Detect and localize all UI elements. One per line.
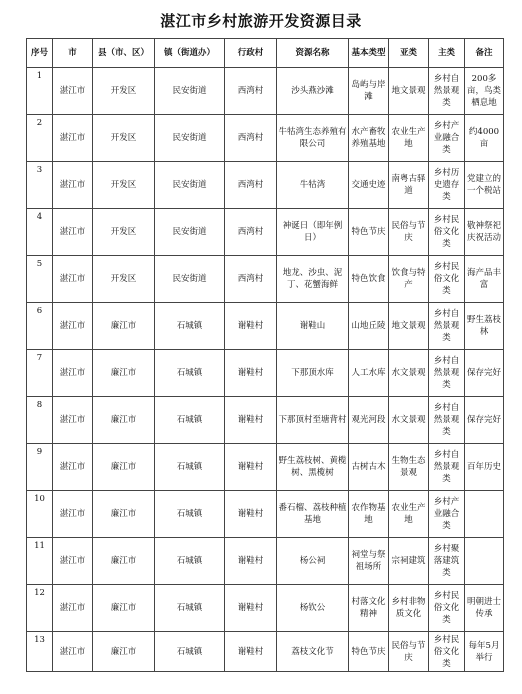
cell-basic-type: 古树古木: [349, 444, 389, 491]
header-cell: 主类: [429, 39, 465, 68]
cell-town: 民安街道: [155, 209, 225, 256]
cell-city: 湛江市: [53, 491, 93, 538]
cell-county: 开发区: [93, 115, 155, 162]
cell-city: 湛江市: [53, 209, 93, 256]
table-row: [27, 209, 504, 256]
cell-city: 湛江市: [53, 115, 93, 162]
cell-remark: 海产品丰富: [465, 256, 504, 303]
table-row: [27, 397, 504, 444]
cell-basic-type: 农作物基地: [349, 491, 389, 538]
cell-city: 湛江市: [53, 444, 93, 491]
cell-town: 民安街道: [155, 115, 225, 162]
cell-main-type: 乡村产业融合类: [429, 491, 465, 538]
cell-village: 谢鞋村: [225, 444, 277, 491]
cell-basic-type: 水产畜牧养殖基地: [349, 115, 389, 162]
cell-subtype: 水文景观: [389, 397, 429, 444]
cell-resource-name: 荔枝文化节: [277, 632, 349, 672]
cell-town: 石城镇: [155, 350, 225, 397]
table-row: [27, 350, 504, 397]
header-cell: 资源名称: [277, 39, 349, 68]
cell-village: 谢鞋村: [225, 397, 277, 444]
table-row: [27, 303, 504, 350]
header-cell: 备注: [465, 39, 504, 68]
cell-village: 谢鞋村: [225, 303, 277, 350]
cell-county: 廉江市: [93, 491, 155, 538]
cell-resource-name: 谢鞋山: [277, 303, 349, 350]
cell-basic-type: 山地丘陵: [349, 303, 389, 350]
cell-county: 开发区: [93, 209, 155, 256]
cell-resource-name: 下那顶村至塘背村: [277, 397, 349, 444]
cell-remark: [465, 491, 504, 538]
cell-seq: 11: [27, 538, 53, 585]
table-row: [27, 538, 504, 585]
cell-main-type: 乡村自然景观类: [429, 68, 465, 115]
cell-town: 石城镇: [155, 632, 225, 672]
cell-seq: 10: [27, 491, 53, 538]
cell-seq: 8: [27, 397, 53, 444]
cell-seq: 1: [27, 68, 53, 115]
header-cell: 亚类: [389, 39, 429, 68]
cell-main-type: 乡村民俗文化类: [429, 632, 465, 672]
table-row: [27, 256, 504, 303]
cell-remark: 保存完好: [465, 350, 504, 397]
cell-basic-type: 特色节庆: [349, 632, 389, 672]
cell-town: 石城镇: [155, 585, 225, 632]
header-cell: 行政村: [225, 39, 277, 68]
table-row: [27, 68, 504, 115]
header-cell: 基本类型: [349, 39, 389, 68]
cell-county: 廉江市: [93, 632, 155, 672]
cell-town: 石城镇: [155, 303, 225, 350]
cell-remark: 约4000亩: [465, 115, 504, 162]
cell-seq: 5: [27, 256, 53, 303]
cell-village: 西湾村: [225, 209, 277, 256]
cell-subtype: 南粤古驿道: [389, 162, 429, 209]
cell-town: 石城镇: [155, 397, 225, 444]
cell-subtype: 地文景观: [389, 68, 429, 115]
table-row: [27, 162, 504, 209]
cell-resource-name: 地龙、沙虫、泥丁、花蟹海鲜: [277, 256, 349, 303]
cell-seq: 9: [27, 444, 53, 491]
cell-city: 湛江市: [53, 162, 93, 209]
cell-town: 石城镇: [155, 444, 225, 491]
cell-remark: 百年历史: [465, 444, 504, 491]
cell-main-type: 乡村产业融合类: [429, 115, 465, 162]
cell-subtype: 水文景观: [389, 350, 429, 397]
cell-town: 民安街道: [155, 162, 225, 209]
cell-basic-type: 岛屿与岸滩: [349, 68, 389, 115]
cell-village: 西湾村: [225, 256, 277, 303]
cell-resource-name: 牛牯湾: [277, 162, 349, 209]
cell-basic-type: 特色节庆: [349, 209, 389, 256]
cell-city: 湛江市: [53, 632, 93, 672]
cell-subtype: 宗祠建筑: [389, 538, 429, 585]
table-row: [27, 585, 504, 632]
page-title: 湛江市乡村旅游开发资源目录: [160, 12, 362, 30]
cell-main-type: 乡村历史遗存类: [429, 162, 465, 209]
cell-main-type: 乡村自然景观类: [429, 303, 465, 350]
table-row: [27, 444, 504, 491]
cell-basic-type: 祠堂与祭祖场所: [349, 538, 389, 585]
cell-resource-name: 杨钦公: [277, 585, 349, 632]
cell-town: 民安街道: [155, 256, 225, 303]
cell-seq: 6: [27, 303, 53, 350]
cell-county: 开发区: [93, 256, 155, 303]
cell-basic-type: 观光河段: [349, 397, 389, 444]
cell-main-type: 乡村民俗文化类: [429, 585, 465, 632]
cell-main-type: 乡村自然景观类: [429, 444, 465, 491]
table-body: [27, 68, 504, 672]
cell-town: 民安街道: [155, 68, 225, 115]
cell-village: 西湾村: [225, 115, 277, 162]
cell-basic-type: 交通史迹: [349, 162, 389, 209]
cell-city: 湛江市: [53, 538, 93, 585]
header-cell: 市: [53, 39, 93, 68]
cell-main-type: 乡村自然景观类: [429, 397, 465, 444]
cell-city: 湛江市: [53, 303, 93, 350]
cell-subtype: 乡村非物质文化: [389, 585, 429, 632]
cell-remark: 党建立的一个税站: [465, 162, 504, 209]
cell-village: 谢鞋村: [225, 350, 277, 397]
cell-remark: 200多亩，鸟类栖息地: [465, 68, 504, 115]
cell-county: 廉江市: [93, 538, 155, 585]
cell-resource-name: 神诞日（即年例日）: [277, 209, 349, 256]
cell-subtype: 饮食与特产: [389, 256, 429, 303]
cell-county: 开发区: [93, 68, 155, 115]
cell-county: 廉江市: [93, 444, 155, 491]
cell-main-type: 乡村民俗文化类: [429, 209, 465, 256]
cell-city: 湛江市: [53, 585, 93, 632]
cell-subtype: 民俗与节庆: [389, 632, 429, 672]
cell-seq: 7: [27, 350, 53, 397]
cell-main-type: 乡村自然景观类: [429, 350, 465, 397]
cell-subtype: 农业生产地: [389, 115, 429, 162]
cell-basic-type: 人工水库: [349, 350, 389, 397]
cell-seq: 2: [27, 115, 53, 162]
cell-subtype: 民俗与节庆: [389, 209, 429, 256]
cell-remark: [465, 538, 504, 585]
cell-county: 廉江市: [93, 350, 155, 397]
header-cell: 县（市、区）: [93, 39, 155, 68]
cell-remark: 保存完好: [465, 397, 504, 444]
cell-county: 廉江市: [93, 585, 155, 632]
cell-resource-name: 沙头燕沙滩: [277, 68, 349, 115]
cell-city: 湛江市: [53, 350, 93, 397]
cell-basic-type: 特色饮食: [349, 256, 389, 303]
cell-county: 开发区: [93, 162, 155, 209]
cell-seq: 4: [27, 209, 53, 256]
cell-seq: 3: [27, 162, 53, 209]
cell-subtype: 地文景观: [389, 303, 429, 350]
cell-city: 湛江市: [53, 256, 93, 303]
cell-main-type: 乡村聚落建筑类: [429, 538, 465, 585]
cell-resource-name: 下那顶水库: [277, 350, 349, 397]
table-row: [27, 115, 504, 162]
cell-main-type: 乡村民俗文化类: [429, 256, 465, 303]
header-cell: 序号: [27, 39, 53, 68]
cell-subtype: 生物生态景观: [389, 444, 429, 491]
cell-remark: 敬神祭祀庆祝活动: [465, 209, 504, 256]
resource-table: [26, 38, 504, 672]
cell-basic-type: 村落文化精神: [349, 585, 389, 632]
cell-resource-name: 杨公祠: [277, 538, 349, 585]
cell-seq: 12: [27, 585, 53, 632]
cell-village: 西湾村: [225, 68, 277, 115]
cell-village: 谢鞋村: [225, 538, 277, 585]
cell-village: 谢鞋村: [225, 585, 277, 632]
cell-resource-name: 牛牯湾生态养殖有限公司: [277, 115, 349, 162]
cell-county: 廉江市: [93, 303, 155, 350]
cell-village: 西湾村: [225, 162, 277, 209]
cell-city: 湛江市: [53, 68, 93, 115]
cell-remark: 明朝进士传承: [465, 585, 504, 632]
cell-county: 廉江市: [93, 397, 155, 444]
header-row: [27, 39, 504, 68]
cell-remark: 野生荔枝林: [465, 303, 504, 350]
cell-resource-name: 野生荔枝树、黄榄树、黑榄树: [277, 444, 349, 491]
cell-city: 湛江市: [53, 397, 93, 444]
cell-seq: 13: [27, 632, 53, 672]
cell-resource-name: 番石榴、荔枝种植基地: [277, 491, 349, 538]
header-cell: 镇（街道办）: [155, 39, 225, 68]
table-row: [27, 632, 504, 672]
table-row: [27, 491, 504, 538]
cell-subtype: 农业生产地: [389, 491, 429, 538]
cell-town: 石城镇: [155, 538, 225, 585]
cell-village: 谢鞋村: [225, 491, 277, 538]
cell-town: 石城镇: [155, 491, 225, 538]
cell-village: 谢鞋村: [225, 632, 277, 672]
cell-remark: 每年5月举行: [465, 632, 504, 672]
